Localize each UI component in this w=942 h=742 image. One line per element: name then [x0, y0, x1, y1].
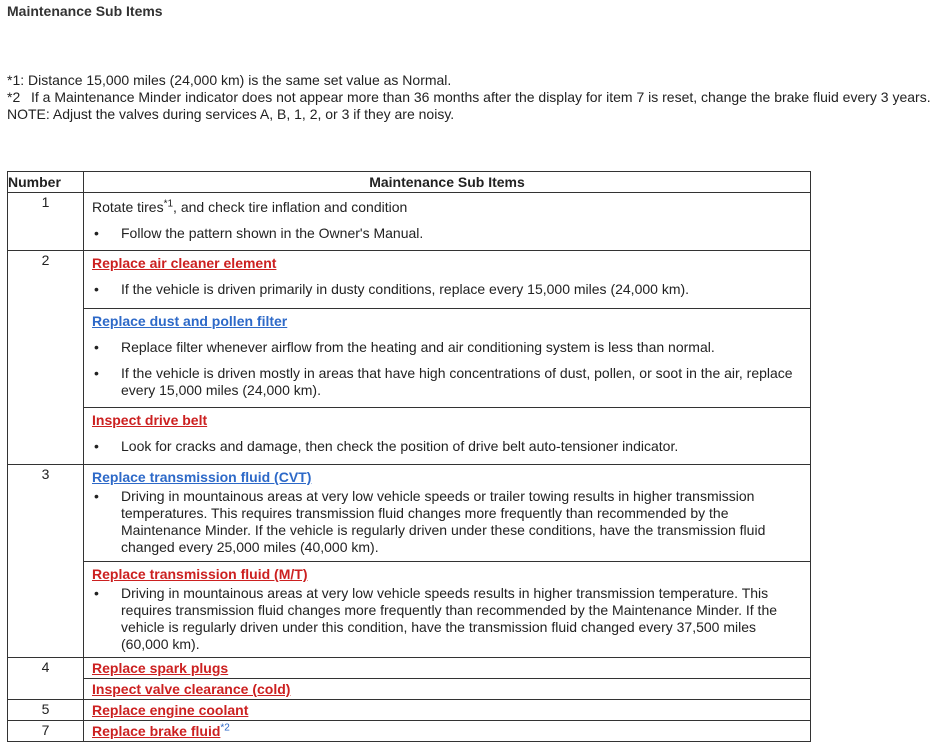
table-row — [8, 408, 811, 465]
item-number: 7 — [8, 721, 84, 742]
sub-item-cell — [84, 193, 811, 251]
item-number: 1 — [8, 193, 84, 251]
sub-item-cell — [84, 679, 811, 700]
footnote-1 — [7, 72, 939, 89]
table-row — [8, 679, 811, 700]
bullet-marker: • — [94, 225, 99, 241]
list-item-text: If the vehicle is driven primarily in dusty conditions, replace every 15,000 miles (24,000 km). — [121, 281, 690, 297]
item-number: 2 — [8, 251, 84, 465]
bullet-marker: • — [94, 339, 99, 355]
replace-pollen-filter-link[interactable]: Replace dust and pollen filter — [92, 313, 288, 329]
replace-spark-plugs-link[interactable]: Replace spark plugs — [92, 660, 229, 676]
replace-brake-fluid-link[interactable]: Replace brake fluid — [92, 723, 221, 739]
header-number: Number — [8, 172, 84, 193]
list-item-text: Follow the pattern shown in the Owner's Manual. — [121, 225, 424, 241]
replace-mt-fluid-link[interactable]: Replace transmission fluid (M/T) — [92, 566, 308, 582]
bullet-list — [92, 585, 802, 653]
bullet-marker: • — [94, 488, 99, 504]
table-row — [8, 193, 811, 251]
list-item — [92, 339, 802, 356]
sub-item-cell — [84, 309, 811, 408]
inspect-valve-clearance-link[interactable]: Inspect valve clearance (cold) — [92, 681, 291, 697]
replace-engine-coolant-link[interactable]: Replace engine coolant — [92, 702, 249, 718]
replace-air-cleaner-link[interactable]: Replace air cleaner element — [92, 255, 277, 271]
sub-item-cell — [84, 251, 811, 309]
footnote-1-marker: *1: — [7, 72, 25, 88]
notes-section — [7, 72, 939, 123]
bullet-marker: • — [94, 438, 99, 454]
header-sub-items: Maintenance Sub Items — [84, 172, 811, 193]
bullet-list — [92, 488, 802, 556]
footnote-2-marker: *2 — [7, 89, 21, 105]
table-row — [8, 658, 811, 679]
bullet-marker: • — [94, 585, 99, 601]
valve-note-text: NOTE: Adjust the valves during services A, B, 1, 2, or 3 if they are noisy. — [7, 106, 455, 122]
list-item — [92, 281, 802, 298]
table-row — [8, 700, 811, 721]
list-item — [92, 365, 802, 399]
footnote-ref-1: *1 — [163, 198, 174, 210]
list-item-text: If the vehicle is driven mostly in areas that have high concentrations of dust, pollen, or soot in the air, replace every 15,000 miles (24,000 km). — [121, 365, 793, 398]
footnote-2 — [7, 89, 939, 106]
table-row — [8, 309, 811, 408]
footnote-ref-2: *2 — [220, 722, 230, 734]
bullet-list — [92, 281, 802, 298]
bullet-list — [92, 225, 802, 242]
list-item-text: Driving in mountainous areas at very low vehicle speeds results in higher transmission temperature. This requires transmission fluid changes more frequently than recommended by the Maintenance Minder. If the vehicle is regularly driven under this condition, have the transmission fluid changed every 37,500 miles (60,000 km). — [121, 585, 778, 652]
maintenance-table — [7, 171, 811, 742]
footnote-2-text: If a Maintenance Minder indicator does not appear more than 36 months after the display for item 7 is reset, change the brake fluid every 3 years. — [31, 89, 931, 105]
item-number: 3 — [8, 465, 84, 658]
footnote-1-text: Distance 15,000 miles (24,000 km) is the same set value as Normal. — [28, 72, 452, 88]
valve-note — [7, 106, 939, 123]
list-item — [92, 225, 802, 242]
replace-cvt-fluid-link[interactable]: Replace transmission fluid (CVT) — [92, 469, 312, 485]
table-row — [8, 721, 811, 742]
inspect-drive-belt-link[interactable]: Inspect drive belt — [92, 412, 208, 428]
bullet-list — [92, 339, 802, 399]
list-item-text: Replace filter whenever airflow from the heating and air conditioning system is less than normal. — [121, 339, 715, 355]
table-row — [8, 465, 811, 562]
sub-item-cell — [84, 465, 811, 562]
bullet-marker: • — [94, 281, 99, 297]
item-number: 5 — [8, 700, 84, 721]
bullet-marker: • — [94, 365, 99, 381]
list-item — [92, 488, 802, 556]
list-item — [92, 438, 802, 455]
item-number: 4 — [8, 658, 84, 700]
table-row — [8, 251, 811, 309]
sub-item-cell — [84, 562, 811, 658]
rotate-tires-heading: Rotate tires$^{*1}$, and check tire inflation and condition — [92, 198, 408, 215]
sub-item-cell — [84, 721, 811, 742]
sub-item-cell — [84, 658, 811, 679]
list-item-text: Look for cracks and damage, then check the position of drive belt auto-tensioner indicator. — [121, 438, 679, 454]
sub-item-cell — [84, 700, 811, 721]
table-header-row — [8, 172, 811, 193]
list-item-text: Driving in mountainous areas at very low vehicle speeds or trailer towing results in higher transmission temperatures. This requires transmission fluid changes more frequently than recommended by the Maintenance Minder. If the vehicle is regularly driven under these conditions, have the transmission fluid changed every 25,000 miles (40,000 km). — [121, 488, 766, 555]
list-item — [92, 585, 802, 653]
sub-item-cell — [84, 408, 811, 465]
table-row — [8, 562, 811, 658]
bullet-list — [92, 438, 802, 455]
page-title: Maintenance Sub Items — [7, 3, 163, 19]
